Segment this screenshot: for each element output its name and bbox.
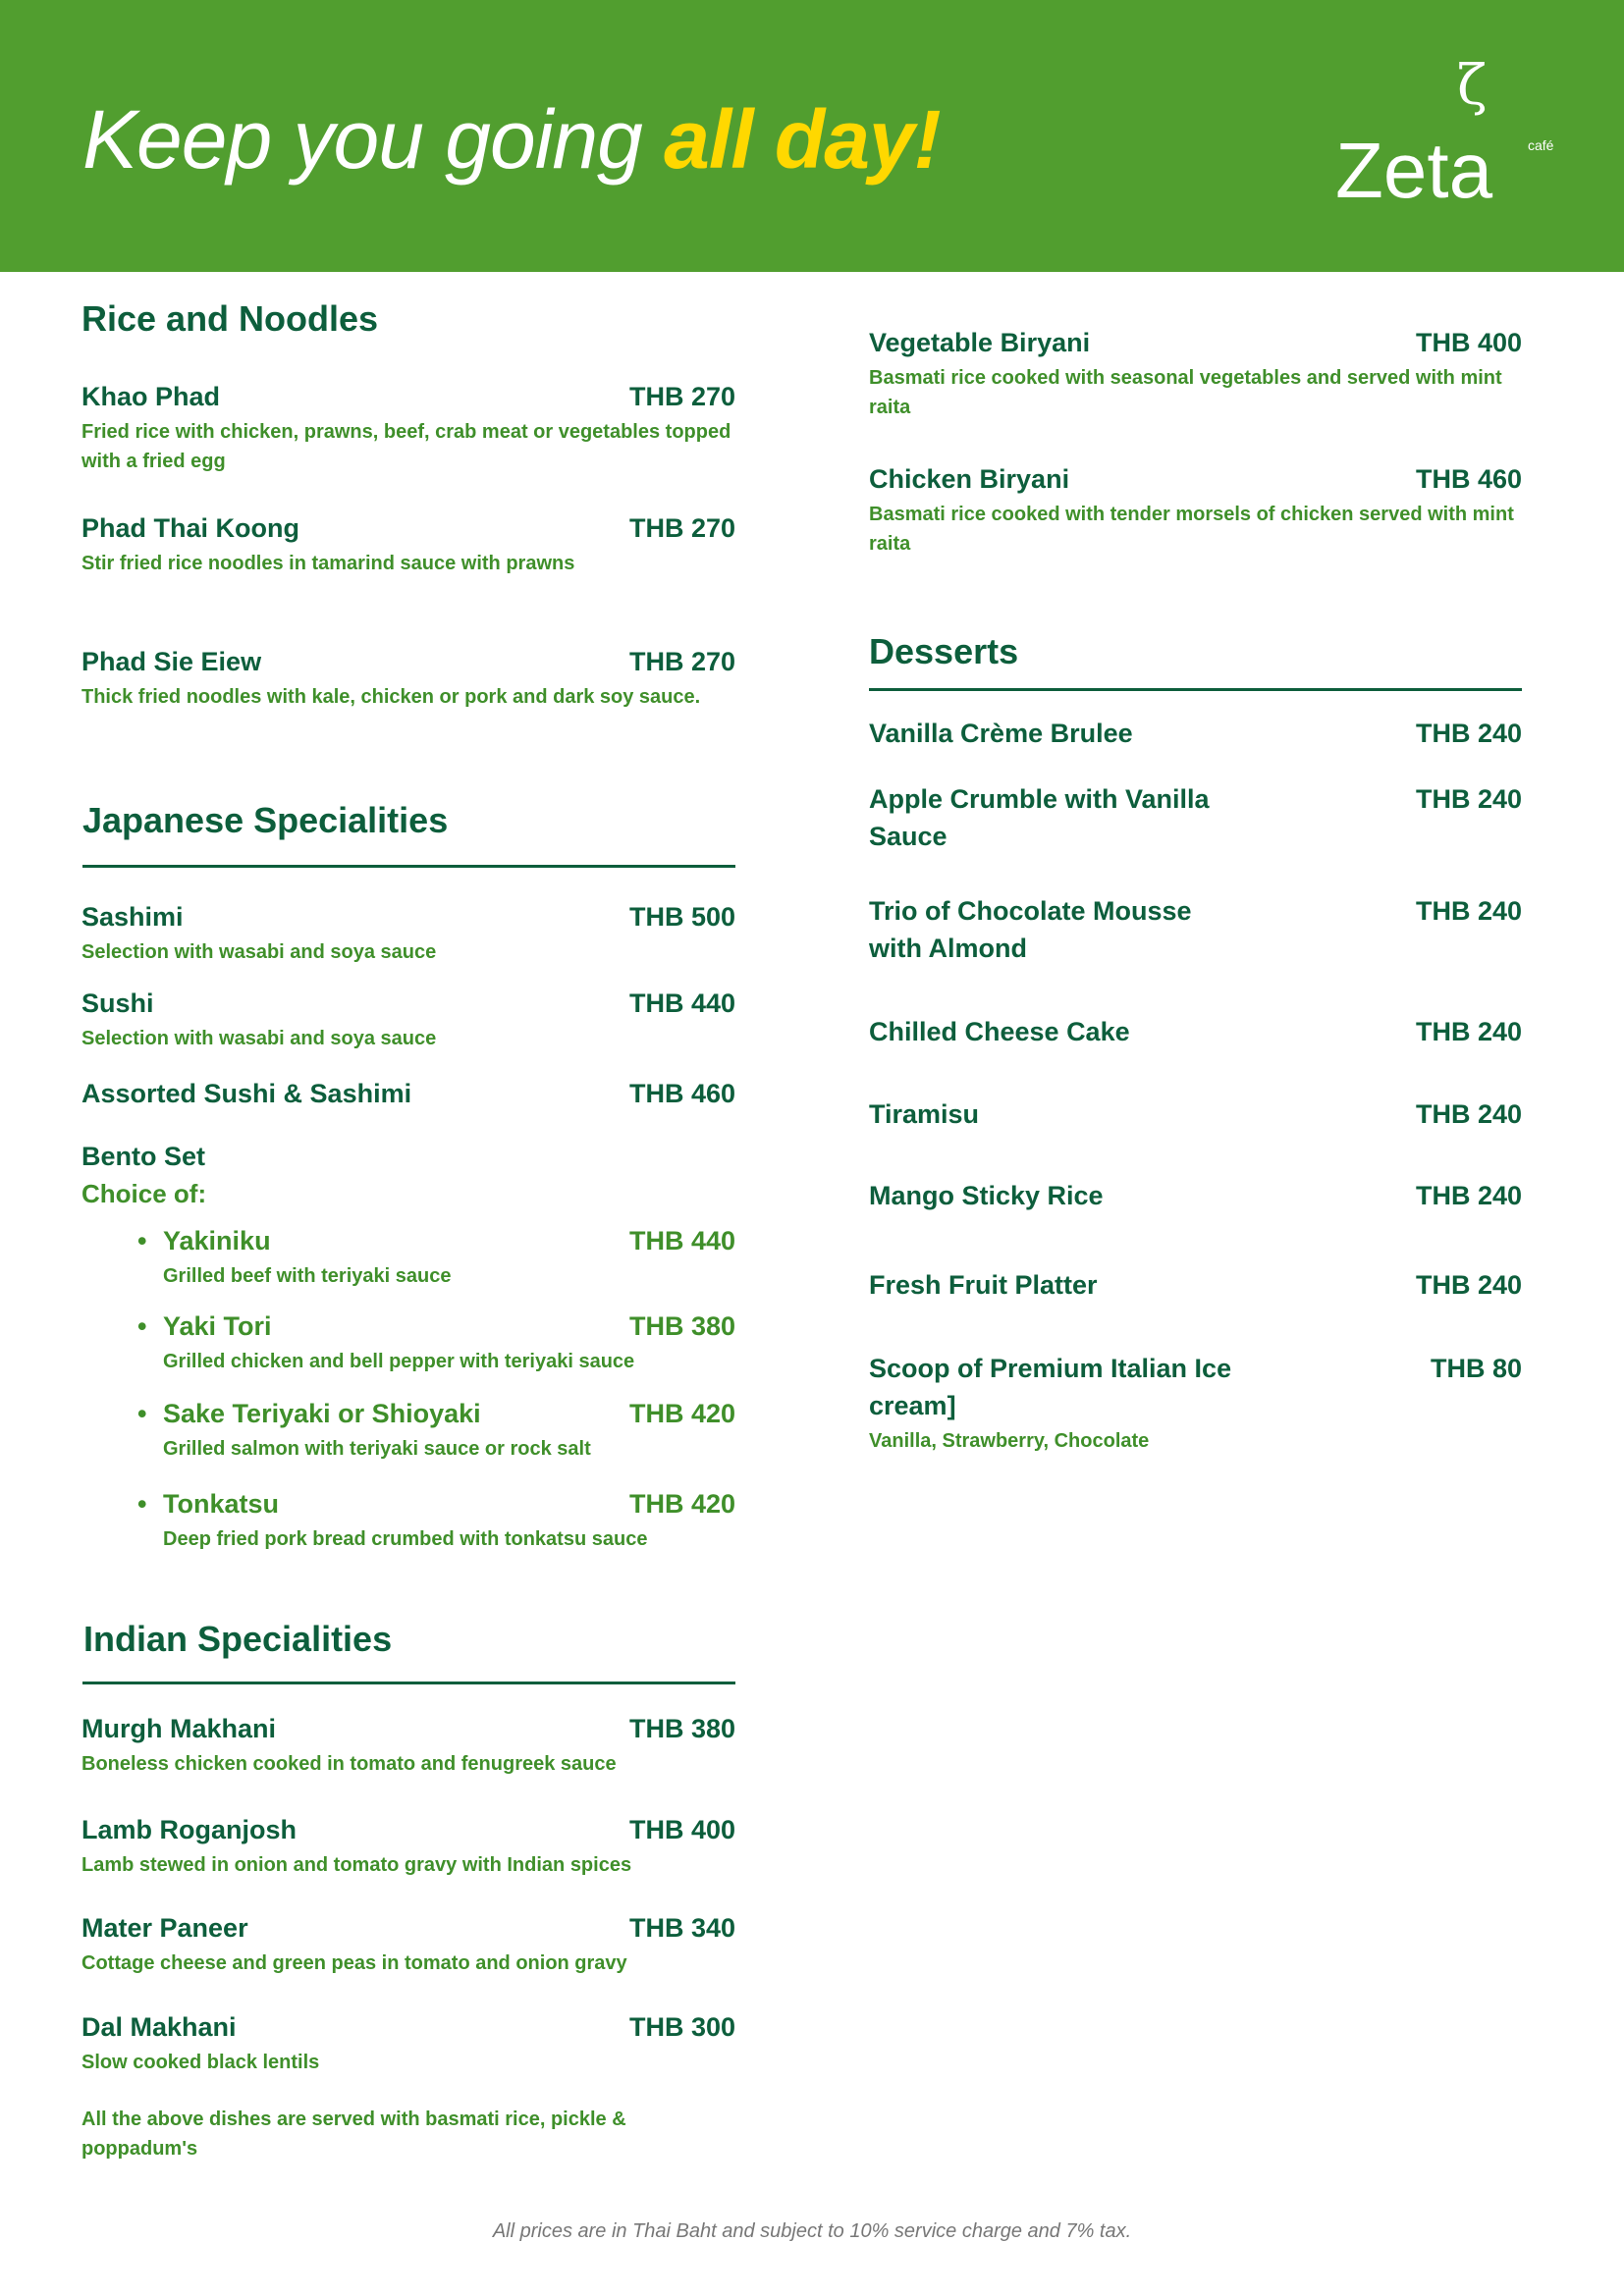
item-price: THB 270 [628, 647, 735, 676]
item-price: THB 420 [628, 1399, 735, 1428]
item-price: THB 400 [628, 1815, 735, 1844]
item-price: THB 270 [628, 513, 735, 543]
item-price: THB 240 [1415, 1099, 1522, 1129]
menu-item [869, 324, 1522, 422]
tagline [82, 90, 941, 188]
item-description: Basmati rice cooked with seasonal vegetables and served with mint raita [869, 367, 1502, 418]
menu-item [81, 2008, 735, 2077]
item-name: Chicken Biryani [869, 464, 1070, 494]
item-description: Fried rice with chicken, prawns, beef, crab meat or vegetables topped with a fried egg [81, 421, 731, 472]
menu-item [81, 1710, 735, 1779]
section-title-rice-noodles: Rice and Noodles [81, 298, 379, 339]
item-name: Mango Sticky Rice [869, 1181, 1104, 1210]
item-price: THB 440 [628, 988, 735, 1018]
menu-item [163, 1308, 735, 1376]
item-name: Apple Crumble with Vanilla Sauce [869, 784, 1210, 851]
tagline-text: Keep you going [82, 93, 665, 186]
item-name: • Sake Teriyaki or Shioyaki [163, 1395, 481, 1432]
item-name: Lamb Roganjosh [81, 1815, 298, 1844]
zeta-cafe-logo [1335, 55, 1571, 222]
item-price: THB 500 [628, 902, 735, 932]
divider [82, 1682, 735, 1684]
item-price: THB 460 [628, 1079, 735, 1108]
footer-note: All prices are in Thai Baht and subject to 10% service charge and 7% tax. [492, 2220, 1132, 2242]
item-name: Phad Thai Koong [81, 513, 299, 543]
item-price: THB 270 [628, 382, 735, 411]
menu-item [163, 1485, 735, 1554]
logo-name: Zeta [1335, 127, 1493, 214]
menu-item [81, 985, 735, 1053]
item-price: THB 460 [1415, 464, 1522, 494]
item-name: Murgh Makhani [81, 1714, 277, 1743]
item-name: Phad Sie Eiew [81, 647, 262, 676]
item-price: THB 240 [1415, 719, 1522, 748]
divider [82, 865, 735, 868]
menu-item [869, 892, 1522, 967]
menu-item [81, 643, 735, 712]
item-description: Grilled salmon with teriyaki sauce or rock salt [163, 1438, 591, 1460]
item-name: Chilled Cheese Cake [869, 1017, 1130, 1046]
item-price: THB 240 [1415, 1270, 1522, 1300]
item-price: THB 440 [628, 1226, 735, 1255]
item-description: Grilled chicken and bell pepper with teriyaki sauce [163, 1351, 635, 1372]
indian-note: All the above dishes are served with basmati rice, pickle & poppadum's [81, 2109, 626, 2160]
item-price: THB 380 [628, 1714, 735, 1743]
item-description: Cottage cheese and green peas in tomato and onion gravy [81, 1952, 627, 1974]
item-description: Slow cooked black lentils [81, 2052, 320, 2073]
item-name: Dal Makhani [81, 2012, 237, 2042]
header-banner [0, 0, 1624, 272]
menu-item [81, 509, 735, 578]
zeta-symbol-icon: ζ [1457, 54, 1488, 118]
menu-item [869, 1350, 1522, 1456]
menu-item [81, 898, 735, 967]
menu-item [81, 1811, 735, 1880]
item-name: Khao Phad [81, 382, 221, 411]
item-description: Thick fried noodles with kale, chicken or pork and dark soy sauce. [81, 686, 701, 708]
item-price: THB 420 [628, 1489, 735, 1519]
item-description: Basmati rice cooked with tender morsels of chicken served with mint raita [869, 504, 1514, 555]
item-price: THB 80 [1430, 1354, 1522, 1383]
menu-item [81, 1138, 735, 1175]
logo-sub: café [1528, 137, 1554, 153]
menu-item [163, 1395, 735, 1464]
menu-item [869, 1095, 1522, 1133]
item-name: Vegetable Biryani [869, 328, 1091, 357]
menu-item [869, 1013, 1522, 1050]
menu-item [869, 1177, 1522, 1214]
item-price: THB 240 [1415, 896, 1522, 926]
menu-item [869, 1266, 1522, 1304]
item-name: Tiramisu [869, 1099, 980, 1129]
item-price: THB 340 [628, 1913, 735, 1943]
item-description: Selection with wasabi and soya sauce [81, 941, 437, 963]
menu-item [869, 780, 1522, 855]
item-description: Vanilla, Strawberry, Chocolate [869, 1430, 1150, 1452]
item-name: Trio of Chocolate Mousse with Almond [869, 896, 1192, 963]
menu-item [869, 460, 1522, 559]
menu-item [81, 1075, 735, 1112]
item-description: Grilled beef with teriyaki sauce [163, 1265, 452, 1287]
item-price: THB 240 [1415, 1181, 1522, 1210]
section-title-indian: Indian Specialities [83, 1619, 393, 1659]
item-price: THB 240 [1415, 784, 1522, 814]
item-price: THB 400 [1415, 328, 1522, 357]
item-name: Sushi [81, 988, 154, 1018]
item-name: Mater Paneer [81, 1913, 248, 1943]
menu-item [163, 1222, 735, 1291]
item-name: • Yakiniku [163, 1222, 271, 1259]
item-name: Assorted Sushi & Sashimi [81, 1079, 412, 1108]
item-description: Lamb stewed in onion and tomato gravy with Indian spices [81, 1854, 632, 1876]
item-description: Stir fried rice noodles in tamarind sauce with prawns [81, 553, 575, 574]
choice-label: Choice of: [81, 1179, 207, 1208]
item-description: Deep fried pork bread crumbed with tonkatsu sauce [163, 1528, 648, 1550]
item-description: Boneless chicken cooked in tomato and fenugreek sauce [81, 1753, 617, 1775]
item-name: Sashimi [81, 902, 184, 932]
menu-item [81, 378, 735, 476]
item-price: THB 300 [628, 2012, 735, 2042]
item-name: Vanilla Crème Brulee [869, 719, 1133, 748]
item-price: THB 380 [628, 1311, 735, 1341]
item-description: Selection with wasabi and soya sauce [81, 1028, 437, 1049]
item-price: THB 240 [1415, 1017, 1522, 1046]
divider [869, 688, 1522, 691]
section-title-desserts: Desserts [869, 631, 1019, 671]
item-name: Fresh Fruit Platter [869, 1270, 1098, 1300]
menu-item [869, 715, 1522, 752]
item-name: Scoop of Premium Italian Ice cream] [869, 1354, 1232, 1420]
item-name: Bento Set [81, 1142, 206, 1171]
section-title-japanese: Japanese Specialities [82, 800, 449, 840]
item-name: • Yaki Tori [163, 1308, 272, 1345]
menu-item [81, 1909, 735, 1978]
item-name: • Tonkatsu [163, 1485, 279, 1522]
tagline-highlight: all day! [664, 93, 941, 186]
